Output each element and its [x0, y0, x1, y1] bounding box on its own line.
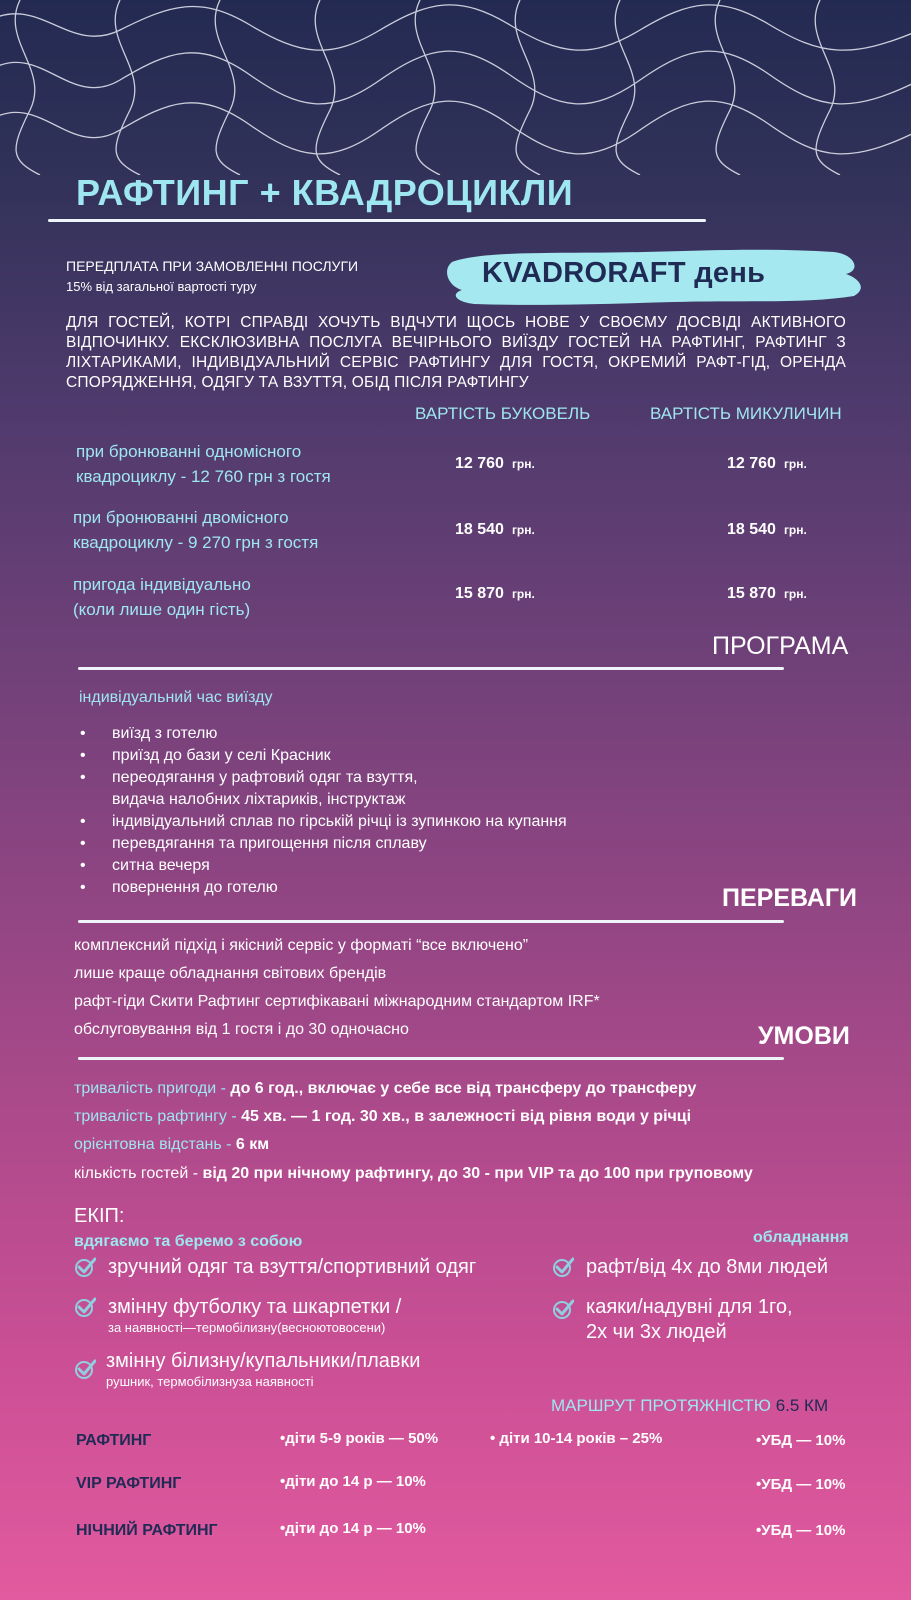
check-icon — [552, 1298, 574, 1320]
advantage-item: обслуговування від 1 гостя і до 30 одночасно — [74, 1021, 409, 1038]
price-row-1-label-line1: при бронюванні одномісного — [76, 442, 302, 461]
program-item-text: перевдягання та пригощення після сплаву — [112, 835, 427, 852]
advantage-item: рафт-гіди Скити Рафтинг сертифікавані міжнародним стандартом IRF* — [74, 993, 600, 1010]
gear-item-1: рафт/від 4х до 8ми людей — [586, 1256, 829, 1278]
advantages-divider — [78, 920, 784, 923]
currency: грн. — [511, 587, 535, 601]
program-item-text: видача налобних ліхтариків, інструктаж — [112, 791, 406, 808]
program-item-text: індивідуальний сплав по гірській річці із зупинкою на купання — [112, 813, 567, 830]
wear-item-1: зручний одяг та взуття/спортивний одяг — [108, 1256, 477, 1278]
currency: грн. — [783, 587, 807, 601]
gear-title: обладнання — [753, 1229, 849, 1246]
condition-value: 6 км — [235, 1136, 270, 1153]
program-item-text: повернення до готелю — [112, 879, 278, 896]
wear-item-2: змінну футболку та шкарпетки / — [108, 1296, 402, 1318]
discount-row-night-name: НІЧНИЙ РАФТИНГ — [76, 1522, 218, 1539]
route-distance: 6.5 КМ — [775, 1396, 829, 1415]
bullet: • — [80, 725, 86, 742]
condition-item — [74, 1108, 691, 1126]
discount-row-vip-ubd: •УБД — 10% — [756, 1476, 846, 1493]
col-header-bukovel: ВАРТІСТЬ БУКОВЕЛЬ — [415, 404, 591, 423]
price-row-3-label-line2: (коли лише один гість) — [73, 600, 251, 619]
gear-item-2-line2: 2х чи 3х людей — [586, 1321, 727, 1343]
currency: грн. — [511, 457, 535, 471]
program-item-continuation — [76, 789, 716, 811]
program-subtitle: індивідуальний час виїзду — [79, 689, 273, 706]
price-value: 12 760 — [455, 455, 504, 472]
price-row-1-bukovel — [455, 455, 535, 473]
price-row-3-label-line1: пригода індивідуально — [73, 575, 251, 594]
bullet: • — [80, 835, 86, 852]
bullet: • — [80, 769, 86, 786]
condition-key: тривалість рафтингу - — [74, 1108, 242, 1125]
advantage-item: комплексний підхід і якісний сервіс у форматі “все включено” — [74, 937, 529, 954]
price-row-2-label-line1: при бронюванні двомісного — [73, 508, 289, 527]
price-value: 12 760 — [727, 455, 776, 472]
program-item-text: приїзд до бази у селі Красник — [112, 747, 331, 764]
check-icon — [74, 1256, 96, 1278]
program-heading: ПРОГРАМА — [712, 632, 849, 660]
price-row-3-label — [73, 572, 251, 622]
program-item-text: переодягання у рафтовий одяг та взуття, — [112, 769, 418, 786]
advantages-heading: ПЕРЕВАГИ — [722, 884, 857, 912]
bullet: • — [80, 813, 86, 830]
check-icon — [552, 1256, 574, 1278]
discount-row-rafting-ubd: •УБД — 10% — [756, 1432, 846, 1449]
page-title: РАФТИНГ + КВАДРОЦИКЛИ — [76, 172, 574, 213]
conditions-divider — [78, 1057, 784, 1060]
wear-item-3: змінну білизну/купальники/плавки — [106, 1350, 421, 1372]
price-row-2-label-line2: квадроциклу - 9 270 грн з гостя — [73, 533, 319, 552]
currency: грн. — [511, 523, 535, 537]
program-divider — [78, 667, 784, 670]
program-item — [76, 723, 716, 745]
equipment-heading: ЕКІП: — [74, 1205, 125, 1227]
program-item — [76, 745, 716, 767]
wear-item-3-sub: рушник, термобілизнуза наявності — [106, 1374, 314, 1389]
condition-value: від 20 при нічному рафтингу, до 30 - при VIP та до 100 при груповому — [202, 1165, 753, 1182]
program-item — [76, 855, 716, 877]
program-item — [76, 833, 716, 855]
price-value: 15 870 — [455, 585, 504, 602]
condition-item — [74, 1080, 696, 1098]
price-row-3-mykulychyn — [727, 585, 807, 603]
price-row-3-bukovel — [455, 585, 535, 603]
discount-row-night-children: •діти до 14 р — 10% — [280, 1520, 426, 1537]
discount-row-vip-name: VIP РАФТИНГ — [76, 1475, 182, 1492]
price-row-1-label-line2: квадроциклу - 12 760 грн з гостя — [76, 467, 331, 486]
col-header-mykulychyn: ВАРТІСТЬ МИКУЛИЧИН — [650, 404, 842, 423]
condition-value: до 6 год., включає у себе все від трансферу до трансферу — [230, 1080, 697, 1097]
badge-kvadroraft: KVADRORAFT день — [482, 257, 766, 289]
price-value: 18 540 — [455, 521, 504, 538]
wear-item-2-sub: за наявності—термобілизну(весноюто​восени) — [108, 1320, 386, 1335]
condition-key: тривалість пригоди - — [74, 1080, 231, 1097]
program-item — [76, 767, 716, 789]
bullet: • — [80, 747, 86, 764]
prepay-line-1: ПЕРЕДПЛАТА ПРИ ЗАМОВЛЕННІ ПОСЛУГИ — [66, 258, 359, 274]
program-item — [76, 877, 716, 899]
price-value: 18 540 — [727, 521, 776, 538]
program-list — [76, 723, 716, 899]
condition-value: 45 хв. — 1 год. 30 хв., в залежності від рівня води у річці — [241, 1108, 692, 1125]
check-icon — [74, 1358, 96, 1380]
wear-title: вдягаємо та беремо з собою — [74, 1233, 303, 1250]
gear-item-2: каяки/надувні для 1го, — [586, 1296, 793, 1318]
conditions-heading: УМОВИ — [758, 1022, 850, 1050]
condition-key: кількість гостей - — [74, 1165, 203, 1182]
currency: грн. — [783, 457, 807, 471]
discount-row-rafting-children-2: • діти 10-14 років – 25% — [490, 1430, 663, 1447]
title-divider — [48, 219, 706, 222]
price-row-1-mykulychyn — [727, 455, 807, 473]
wave-pattern — [0, 0, 911, 175]
discount-row-rafting-name: РАФТИНГ — [76, 1432, 152, 1449]
program-item-text: виїзд з готелю — [112, 725, 218, 742]
check-icon — [74, 1296, 96, 1318]
condition-key: орієнтовна відстань - — [74, 1136, 236, 1153]
program-item-text: ситна вечеря — [112, 857, 210, 874]
condition-item — [74, 1136, 269, 1154]
price-row-2-label — [73, 505, 318, 555]
price-row-2-mykulychyn — [727, 521, 807, 539]
route-label: МАРШРУТ ПРОТЯЖНІСТЮ — [551, 1396, 771, 1415]
bullet: • — [80, 857, 86, 874]
program-item — [76, 811, 716, 833]
currency: грн. — [783, 523, 807, 537]
discount-row-vip-children: •діти до 14 р — 10% — [280, 1473, 426, 1490]
price-row-1-label — [76, 439, 331, 489]
price-row-2-bukovel — [455, 521, 535, 539]
description: ДЛЯ ГОСТЕЙ, КОТРІ СПРАВДІ ХОЧУТЬ ВІДЧУТИ ЩОСЬ НОВЕ У СВОЄМУ ДОСВІДІ АКТИВНОГО ВІДПОЧИНКУ. ЕКСКЛЮЗИВНА ПОСЛУГА ВЕЧІРНЬОГО ВИЇЗДУ ГОСТЕЙ НА РАФТИНГ, РАФТИНГ З ЛІХТАРИКАМИ, ІНДИВІДУАЛЬНИЙ СЕРВІС РАФТИНГУ ДЛЯ ГОСТЯ, ОКРЕМИЙ РАФТ-ГІД, ОРЕНДА СПОРЯДЖЕННЯ, ОДЯГУ ТА ВЗУТТЯ, ОБІД ПІСЛЯ РАФТИНГУ — [66, 314, 846, 391]
price-value: 15 870 — [727, 585, 776, 602]
condition-item — [74, 1165, 753, 1183]
prepay-line-2: 15% від загальної вартості туру — [66, 279, 257, 294]
discount-row-night-ubd: •УБД — 10% — [756, 1522, 846, 1539]
discount-row-rafting-children-1: •діти 5-9 років — 50% — [280, 1430, 439, 1447]
advantage-item: лише краще обладнання світових брендів — [74, 965, 387, 982]
bullet: • — [80, 879, 86, 896]
route-info — [551, 1396, 828, 1416]
